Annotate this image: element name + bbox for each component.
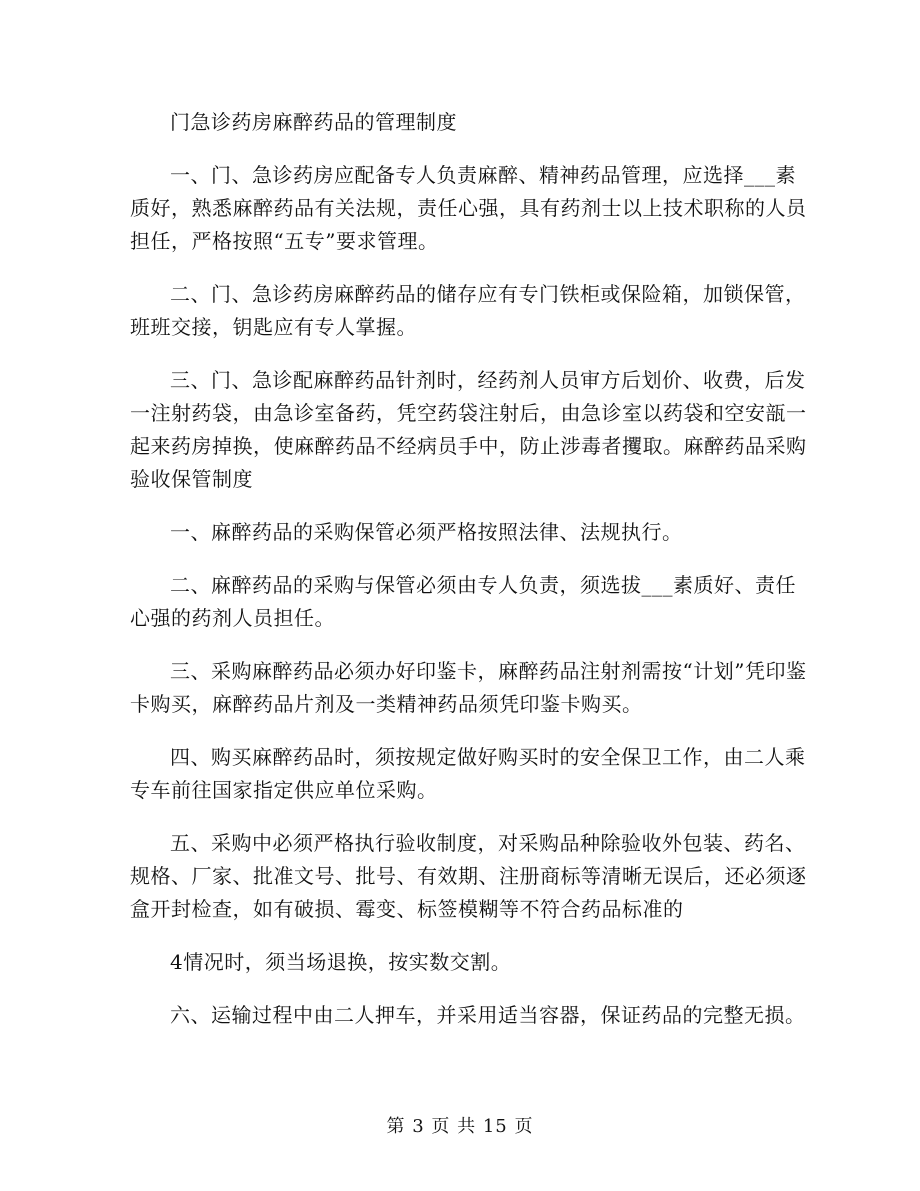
paragraph-9: 4情况时，须当场退换，按实数交割。 <box>170 950 512 974</box>
paragraph-10: 六、运输过程中由二人押车，并采用适当容器，保证药品的完整无损。 <box>170 1003 806 1027</box>
paragraph-8: 五、采购中必须严格执行验收制度，对采购品种除验收外包装、药名、规格、厂家、批准文号、批号、有效期、注册商标等清晰无误后，还必须逐盒开封检查，如有破损、霉变、标签模糊等不符合药品标准的 <box>130 831 807 921</box>
paragraph-7: 四、购买麻醉药品时，须按规定做好购买时的安全保卫工作，由二人乘专车前往国家指定供应单位采购。 <box>130 745 806 802</box>
document-title: 门急诊药房麻醉药品的管理制度 <box>170 110 457 134</box>
paragraph-5: 二、麻醉药品的采购与保管必须由专人负责，须选拔___素质好、责任心强的药剂人员担任。 <box>130 573 796 630</box>
document-body <box>130 106 810 1052</box>
paragraph-1: 一、门、急诊药房应配备专人负责麻醉、精神药品管理，应选择___素质好，熟悉麻醉药品有关法规，责任心强，具有药剂士以上技术职称的人员担任，严格按照“五专”要求管理。 <box>130 163 807 253</box>
paragraph-4: 一、麻醉药品的采购保管必须严格按照法律、法规执行。 <box>170 520 683 544</box>
page-number-footer: 第 3 页 共 15 页 <box>386 1116 534 1137</box>
paragraph-6: 三、采购麻醉药品必须办好印鉴卡，麻醉药品注射剂需按“计划”凭印鉴卡购买，麻醉药品片剂及一类精神药品须凭印鉴卡购买。 <box>130 659 807 716</box>
paragraph-2: 二、门、急诊药房麻醉药品的储存应有专门铁柜或保险箱，加锁保管，班班交接，钥匙应有专人掌握。 <box>130 282 806 339</box>
paragraph-3: 三、门、急诊配麻醉药品针剂时，经药剂人员审方后划价、收费，后发一注射药袋，由急诊室备药，凭空药袋注射后，由急诊室以药袋和空安瓿一起来药房掉换，使麻醉药品不经病员手中，防止涉毒者攫取。麻醉药品采购验收保管制度 <box>130 368 807 491</box>
